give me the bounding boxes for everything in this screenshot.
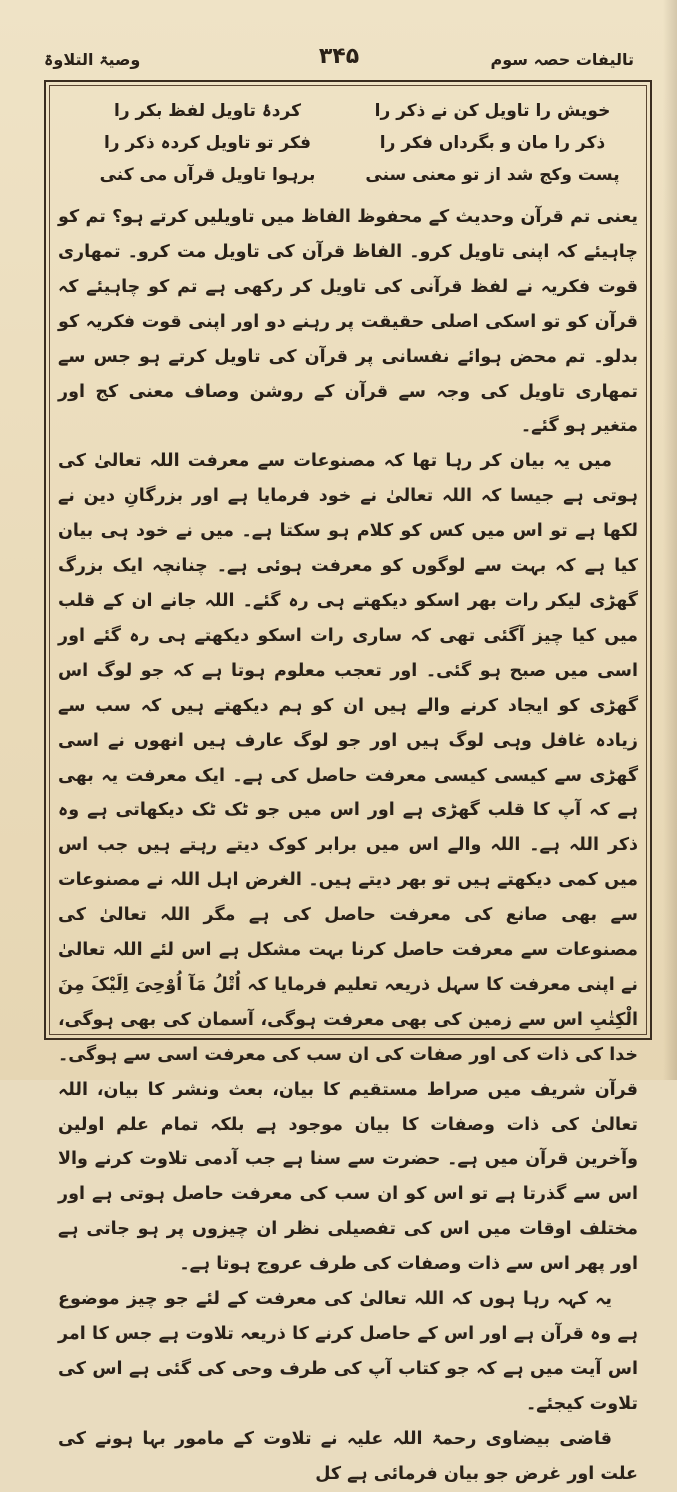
body-text bbox=[58, 200, 638, 1492]
page-edge-shadow bbox=[663, 0, 677, 1080]
verse-hemistich-left: فکر تو تاویل کردہ ذکر را bbox=[103, 133, 312, 153]
verse-line bbox=[80, 95, 620, 127]
chapter-title: وصیۃ التلاوۃ bbox=[44, 50, 141, 69]
page-header bbox=[44, 44, 634, 80]
paragraph-marifat: میں یہ بیان کر رہا تھا کہ مصنوعات سے معرفت اللہ تعالیٰ کی ہوتی ہے جیسا کہ اللہ تعالیٰ نے خود فرمایا ہے اور بزرگانِ دین نے لکھا ہے تو اس میں کس کو کلام ہو سکتا ہے۔ میں نے خود ہی بیان کیا ہے کہ بہت سے لوگوں کو معرفت ہوئی ہے۔ چنانچہ ایک بزرگ گھڑی لیکر رات بھر اسکو دیکھتے ہی رہ گئے۔ اللہ جانے ان کے قلب میں کیا چیز آگئی تھی کہ ساری رات اسکو دیکھتے ہی رہ گئے اور اسی میں صبح ہو گئی۔ اور تعجب معلوم ہوتا ہے کہ جو لوگ اس گھڑی کو ایجاد کرنے والے ہیں ان کو ہم دیکھتے ہیں کہ سب سے زیادہ غافل وہی لوگ ہیں اور جو لوگ عارف ہیں انھوں نے اسی گھڑی سے کیسی کیسی معرفت حاصل کی ہے۔ ایک معرفت یہ بھی ہے کہ آپ کا قلب گھڑی ہے اور اس میں جو ٹک ٹک دیکھاتی ہے وہ ذکر اللہ ہے۔ اللہ والے اس میں برابر کوک دیتے رہتے ہیں جب اس میں کمی دیکھتے ہیں تو بھر دیتے ہیں۔ الغرض اہل اللہ نے مصنوعات سے بھی صانع کی معرفت حاصل کی ہے مگر اللہ تعالیٰ کی مصنوعات سے معرفت حاصل کرنا بہت مشکل ہے اس لئے اللہ تعالیٰ نے اپنی معرفت کا سہل ذریعہ تعلیم فرمایا کہ اُتْلُ مَآ اُوْحِیَ اِلَیْکَ مِنَ الْکِتٰبِ اس سے زمین کی بھی معرفت ہوگی، آسمان کی بھی ہوگی، خدا کی ذات کی اور صفات کی ان سب کی معرفت اسی سے ہوگی۔ قرآن شریف میں صراط مستقیم کا بیان، بعث ونشر کا بیان، اللہ تعالیٰ کی ذات وصفات کا بیان موجود ہے بلکہ تمام علم اولین وآخرین قرآن میں ہے۔ حضرت سے سنا ہے جب آدمی تلاوت کرنے والا اس سے گذرتا ہے تو اس کو ان سب کی معرفت حاصل ہوتی ہے اور مختلف اوقات میں اس کی تفصیلی نظر ان چیزوں پر ہو جاتی ہے اور پھر اس سے ذات وصفات کی طرف عروج ہوتا ہے۔ bbox=[58, 451, 638, 1275]
paragraph-explanation: یعنی تم قرآن وحدیث کے محفوظ الفاظ میں تاویلیں کرتے ہو؟ تم کو چاہیئے کہ اپنی تاویل کرو۔ الفاظ قرآن کی تاویل مت کرو۔ تمھاری قوت فکریہ نے لفظ قرآنی کی تاویل کر رکھی ہے تم کو چاہیئے کہ قرآن کو تو اسکی اصلی حقیقت پر رہنے دو اور اپنی قوت فکریہ کو بدلو۔ تم محض ہوائے نفسانی پر قرآن کی تاویل کرتے ہو جس سے تمھاری تاویل کی وجہ سے قرآن کے روشن وصاف معنی کج اور متغیر ہو گئے۔ bbox=[58, 207, 638, 437]
book-title: تالیفات حصہ سوم bbox=[490, 50, 634, 69]
verse-hemistich-right: ذکر را مان و بگرداں فکر را bbox=[379, 133, 606, 153]
verse-hemistich-left: برہوا تاویل قرآں می کنی bbox=[99, 165, 316, 185]
verse-hemistich-left: کردۂ تاویل لفظ بکر را bbox=[114, 101, 301, 121]
verse-hemistich-right: خویش را تاویل کن نے ذکر را bbox=[374, 101, 611, 121]
paragraph-baidawi: قاضی بیضاوی رحمۃ اللہ علیہ نے تلاوت کے مامور بہا ہونے کی علت اور غرض جو بیان فرمائی ہے کل bbox=[58, 1428, 638, 1484]
persian-verses bbox=[80, 95, 620, 191]
page-number: ۳۴۵ bbox=[318, 44, 360, 69]
paragraph-tilawat: یہ کہہ رہا ہوں کہ اللہ تعالیٰ کی معرفت کے لئے جو چیز موضوع ہے وہ قرآن ہے اور اس کے حاصل کرنے کا ذریعہ تلاوت ہے جس کا امر اس آیت میں ہے کہ جو کتاب آپ کی طرف وحی کی گئی ہے اس کی تلاوت کیجئے۔ bbox=[58, 1289, 638, 1414]
verse-hemistich-right: پست وکج شد از تو معنی سنی bbox=[365, 165, 620, 185]
verse-line bbox=[80, 159, 620, 191]
verse-line bbox=[80, 127, 620, 159]
